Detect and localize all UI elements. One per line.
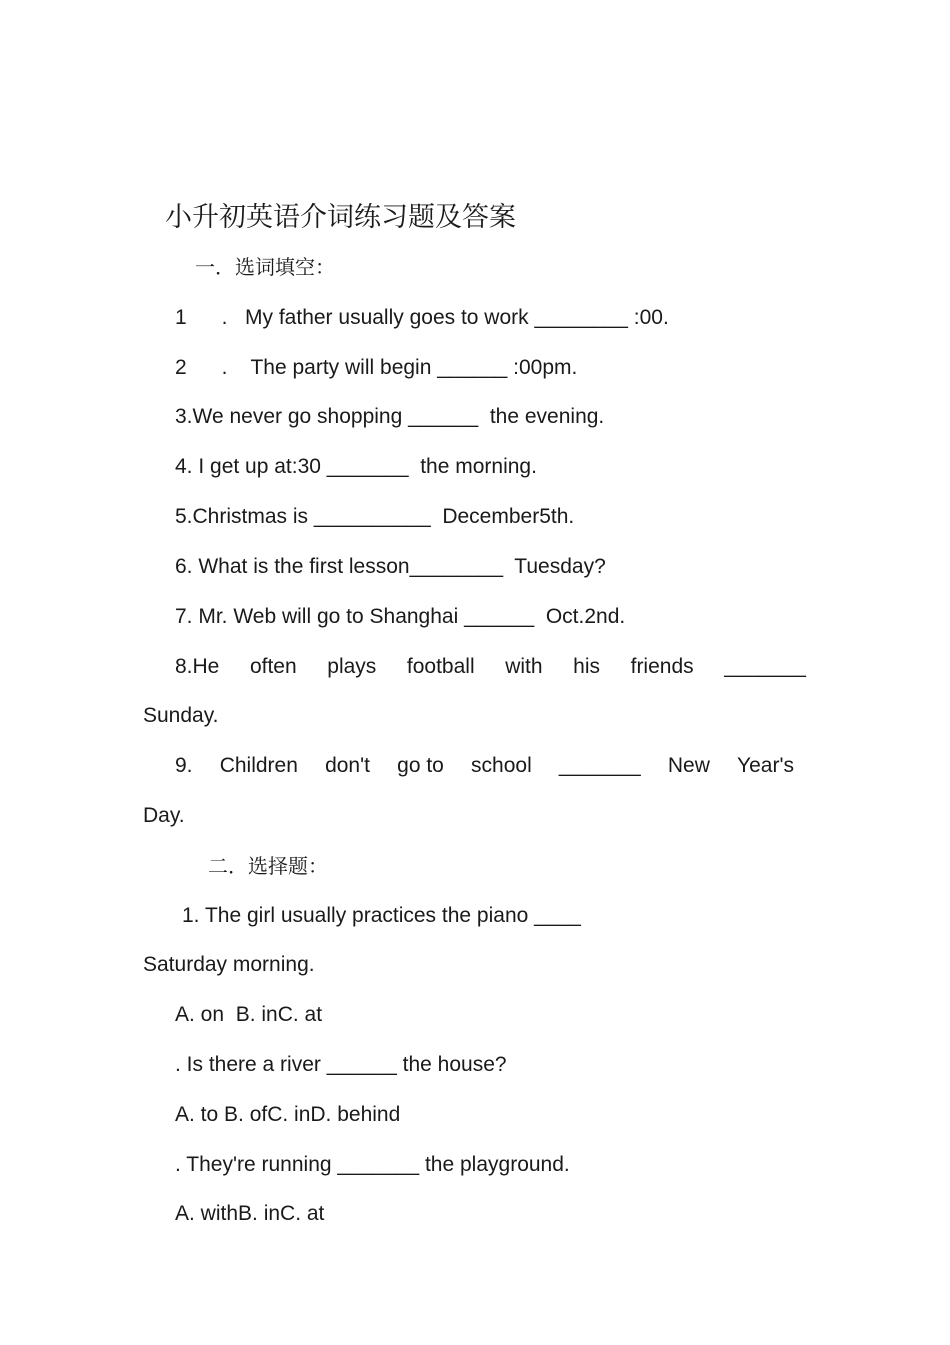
question-8-continuation: Sunday. (143, 704, 219, 727)
question-9 (175, 752, 794, 780)
choice-question-3-options: A. withB. inC. at (175, 1202, 325, 1225)
question-6: 6. What is the first lesson________ Tuesday? (175, 555, 606, 578)
question-9-continuation: Day. (143, 804, 185, 827)
question-2: 2 . The party will begin ______ :00pm. (175, 356, 578, 379)
question-8-word: friends (630, 655, 694, 678)
question-1: 1 . My father usually goes to work ________ :00. (175, 306, 669, 329)
question-8-word: 8.He (175, 655, 220, 678)
question-8-word: plays (327, 655, 377, 678)
section-heading-multiple-choice: 二．选择题： (208, 854, 328, 878)
choice-question-3: . They're running _______ the playground. (175, 1153, 570, 1176)
question-5: 5.Christmas is __________ December5th. (175, 505, 575, 528)
question-9-word: Year's (737, 754, 794, 777)
question-8-word: with (505, 655, 543, 678)
question-9-blank: _______ (558, 754, 641, 777)
choice-question-2-options: A. to B. ofC. inD. behind (175, 1103, 401, 1126)
question-3: 3.We never go shopping ______ the evening. (175, 405, 605, 428)
question-7: 7. Mr. Web will go to Shanghai ______ Oct.2nd. (175, 605, 626, 628)
question-9-word: go to (397, 754, 444, 777)
question-8-word: football (406, 655, 475, 678)
choice-question-2: . Is there a river ______ the house? (175, 1053, 507, 1076)
question-4: 4. I get up at:30 _______ the morning. (175, 455, 537, 478)
question-8-word: often (249, 655, 297, 678)
section-heading-fill-in: 一．选词填空： (195, 255, 335, 279)
page-title: 小升初英语介词练习题及答案 (165, 202, 516, 233)
question-9-word: Children (219, 754, 298, 777)
question-8-blank: _______ (724, 655, 806, 678)
question-9-word: school (471, 754, 532, 777)
choice-question-1-options: A. on B. inC. at (175, 1003, 323, 1026)
question-9-word: 9. (175, 754, 193, 777)
question-9-word: don't (325, 754, 370, 777)
choice-question-1-continuation: Saturday morning. (143, 953, 315, 976)
question-8 (175, 653, 806, 681)
question-9-word: New (667, 754, 710, 777)
choice-question-1: 1. The girl usually practices the piano ____ (182, 904, 581, 927)
question-8-word: his (573, 655, 601, 678)
